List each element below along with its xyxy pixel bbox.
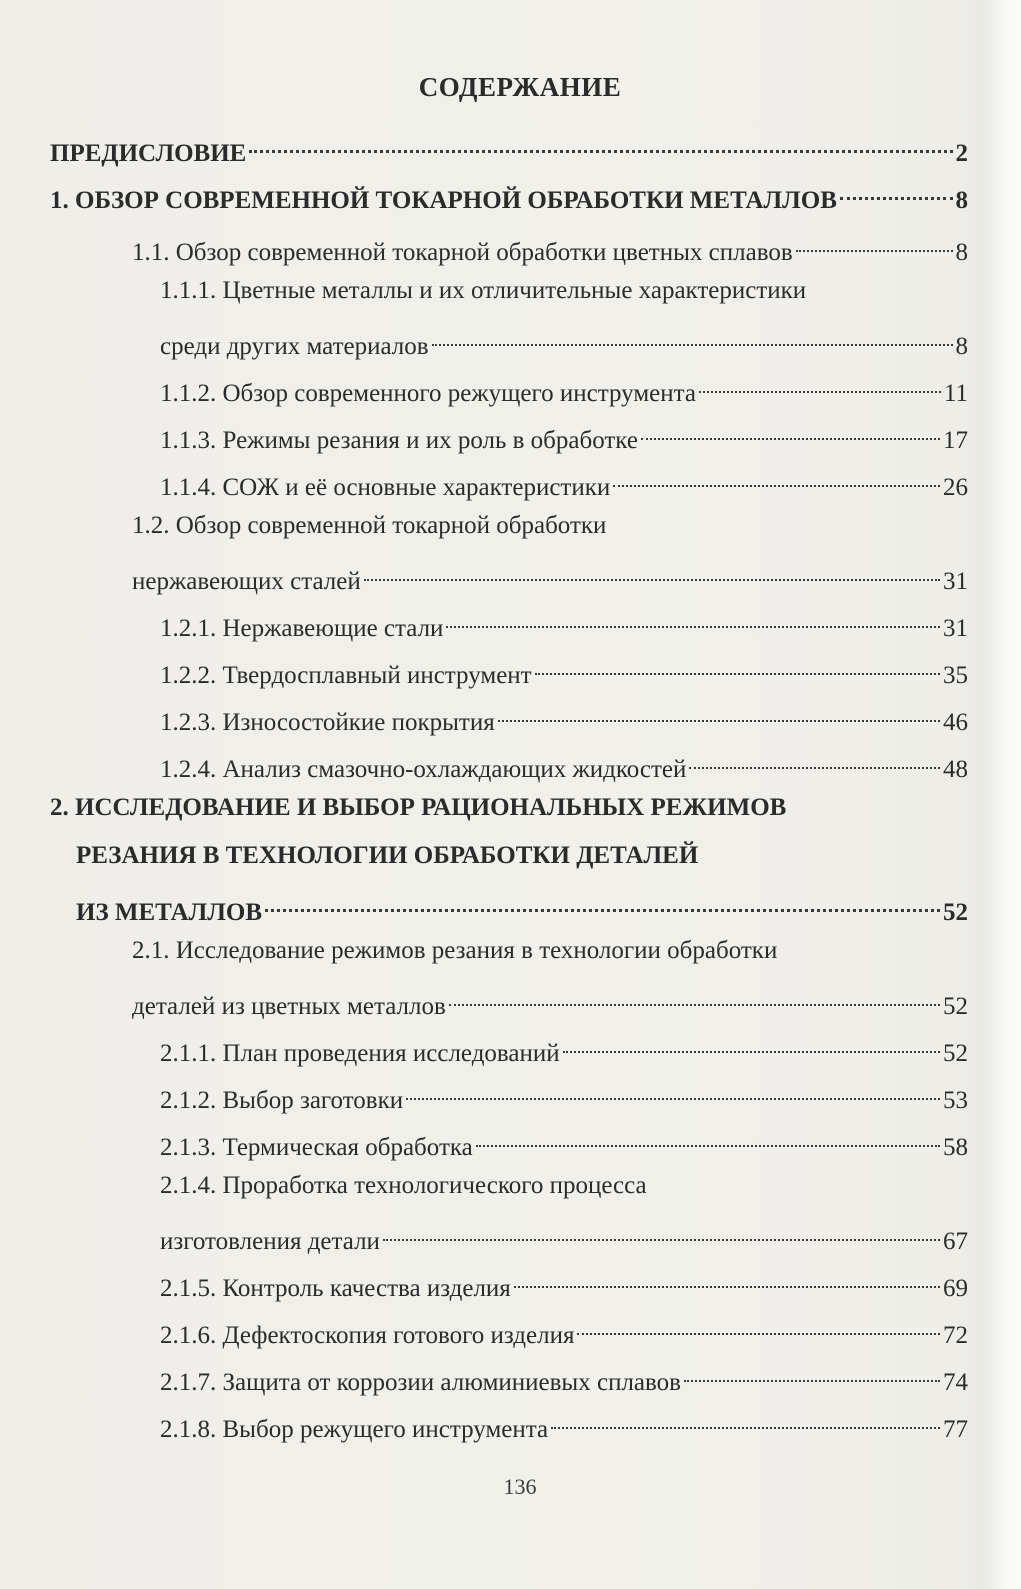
dot-leader (563, 1029, 940, 1061)
toc-entry-label: 1. ОБЗОР СОВРЕМЕННОЙ ТОКАРНОЙ ОБРАБОТКИ МЕТАЛЛОВ (50, 187, 837, 214)
toc-entry-label: деталей из цветных металлов (132, 993, 446, 1020)
dot-leader (577, 1311, 940, 1343)
toc-entry-label: 2.1.7. Защита от коррозии алюминиевых сплавов (160, 1369, 681, 1396)
toc-entry-label: 1.1.2. Обзор современного режущего инструмента (160, 380, 696, 407)
toc-entry-page: 48 (943, 756, 968, 783)
dot-leader (699, 369, 941, 401)
toc-entry-label: 1.1.4. СОЖ и её основные характеристики (160, 474, 611, 501)
toc-entry-label: ИЗ МЕТАЛЛОВ (76, 899, 263, 926)
dot-leader (514, 1264, 940, 1296)
dot-leader (796, 228, 953, 260)
dot-leader (432, 322, 953, 354)
dot-leader (446, 604, 940, 636)
dot-leader (840, 176, 953, 208)
toc-entry-label: 2.1.2. Выбор заготовки (160, 1087, 404, 1114)
toc-entry-1-1[interactable] (132, 228, 968, 266)
toc-entry-page: 72 (943, 1322, 968, 1349)
toc-entry-page: 11 (943, 380, 968, 407)
toc-entry-2-1-3[interactable] (160, 1123, 968, 1161)
toc-entry-page: 26 (943, 474, 968, 501)
toc-entry-label: 2.1.5. Контроль качества изделия (160, 1275, 511, 1302)
toc-entry-1-2-2[interactable] (160, 651, 968, 689)
toc-entry-1-2-4[interactable] (160, 745, 968, 783)
dot-leader (551, 1405, 940, 1437)
toc-entry-label: 1.1.3. Режимы резания и их роль в обработке (160, 427, 638, 454)
toc-entry-1-1-3[interactable] (160, 416, 968, 454)
toc-entry-page: 52 (943, 993, 968, 1020)
toc-entry-label: 1.2.3. Износостойкие покрытия (160, 709, 495, 736)
toc-entry-2-1-4-line1[interactable]: 2.1.4. Проработка технологического процесса (160, 1172, 647, 1199)
toc-entry-1-1-4[interactable] (160, 463, 968, 501)
toc-entry-2-1-6[interactable] (160, 1311, 968, 1349)
toc-entry-chapter-2-line2[interactable]: РЕЗАНИЯ В ТЕХНОЛОГИИ ОБРАБОТКИ ДЕТАЛЕЙ (76, 842, 699, 869)
dot-leader (265, 888, 940, 920)
dot-leader (249, 129, 952, 161)
toc-entry-page: 31 (943, 568, 968, 595)
toc-entry-page: 67 (943, 1228, 968, 1255)
dot-leader (613, 463, 940, 495)
toc-entry-page: 2 (955, 140, 968, 167)
toc-entry-2-1-2[interactable] (160, 1076, 968, 1114)
toc-entry-page: 46 (943, 709, 968, 736)
toc-entry-label: нержавеющих сталей (132, 568, 361, 595)
toc-entry-label: 2.1.6. Дефектоскопия готового изделия (160, 1322, 575, 1349)
dot-leader (684, 1358, 940, 1390)
toc-entry-label: среди других материалов (160, 333, 429, 360)
toc-entry-1-1-2[interactable] (160, 369, 968, 407)
toc-entry-label: ПРЕДИСЛОВИЕ (50, 140, 247, 167)
dot-leader (641, 416, 940, 448)
toc-entry-2-1-7[interactable] (160, 1358, 968, 1396)
toc-entry-chapter-1[interactable] (50, 176, 968, 214)
toc-entry-2-1-1[interactable] (160, 1029, 968, 1067)
toc-entry-page: 17 (943, 427, 968, 454)
toc-entry-page: 52 (943, 899, 968, 926)
toc-entry-2-1-8[interactable] (160, 1405, 968, 1443)
toc-entry-1-2-line1[interactable]: 1.2. Обзор современной токарной обработки (132, 512, 607, 539)
toc-title: СОДЕРЖАНИЕ (418, 72, 622, 102)
dot-leader (449, 982, 940, 1014)
toc-entry-page: 58 (943, 1134, 968, 1161)
toc-entry-2-1-4[interactable] (160, 1217, 968, 1255)
toc-entry-label: 1.2.2. Твердосплавный инструмент (160, 662, 532, 689)
toc-entry-page: 52 (943, 1040, 968, 1067)
toc-entry-1-1-1-line1[interactable]: 1.1.1. Цветные металлы и их отличительные характеристики (160, 277, 807, 304)
toc-entry-label: 1.2.4. Анализ смазочно-охлаждающих жидкостей (160, 756, 687, 783)
toc-entry-1-2[interactable] (132, 557, 968, 595)
toc-entry-page: 77 (943, 1416, 968, 1443)
toc-entry-page: 8 (955, 239, 968, 266)
toc-entry-label: 2.1.8. Выбор режущего инструмента (160, 1416, 549, 1443)
toc-entry-2-1-line1[interactable]: 2.1. Исследование режимов резания в технологии обработки (132, 937, 778, 964)
toc-entry-preface[interactable] (50, 129, 968, 167)
toc-entry-page: 31 (943, 615, 968, 642)
dot-leader (364, 557, 940, 589)
toc-entry-1-2-3[interactable] (160, 698, 968, 736)
toc-entry-label: 2.1.1. План проведения исследований (160, 1040, 560, 1067)
toc-entry-1-2-1[interactable] (160, 604, 968, 642)
toc-entry-page: 8 (955, 187, 968, 214)
dot-leader (535, 651, 940, 683)
page-edge-shading (981, 0, 1021, 1589)
toc-entry-label: 1.2.1. Нержавеющие стали (160, 615, 444, 642)
toc-entry-label: 1.1. Обзор современной токарной обработки цветных сплавов (132, 239, 793, 266)
toc-entry-chapter-2-line1[interactable]: 2. ИССЛЕДОВАНИЕ И ВЫБОР РАЦИОНАЛЬНЫХ РЕЖИМОВ (50, 794, 787, 821)
toc-entry-2-1[interactable] (132, 982, 968, 1020)
page-number: 136 (503, 1474, 537, 1499)
toc-entry-2-1-5[interactable] (160, 1264, 968, 1302)
dot-leader (498, 698, 940, 730)
dot-leader (406, 1076, 940, 1108)
dot-leader (383, 1217, 940, 1249)
toc-entry-page: 35 (943, 662, 968, 689)
toc-entry-page: 8 (955, 333, 968, 360)
toc-entry-page: 74 (943, 1369, 968, 1396)
toc-entry-label: изготовления детали (160, 1228, 380, 1255)
toc-entry-label: 2.1.3. Термическая обработка (160, 1134, 473, 1161)
toc-entry-1-1-1[interactable] (160, 322, 968, 360)
dot-leader (476, 1123, 940, 1155)
toc-entry-page: 53 (943, 1087, 968, 1114)
toc-entry-chapter-2[interactable] (76, 888, 968, 926)
toc-entry-page: 69 (943, 1275, 968, 1302)
dot-leader (689, 745, 940, 777)
